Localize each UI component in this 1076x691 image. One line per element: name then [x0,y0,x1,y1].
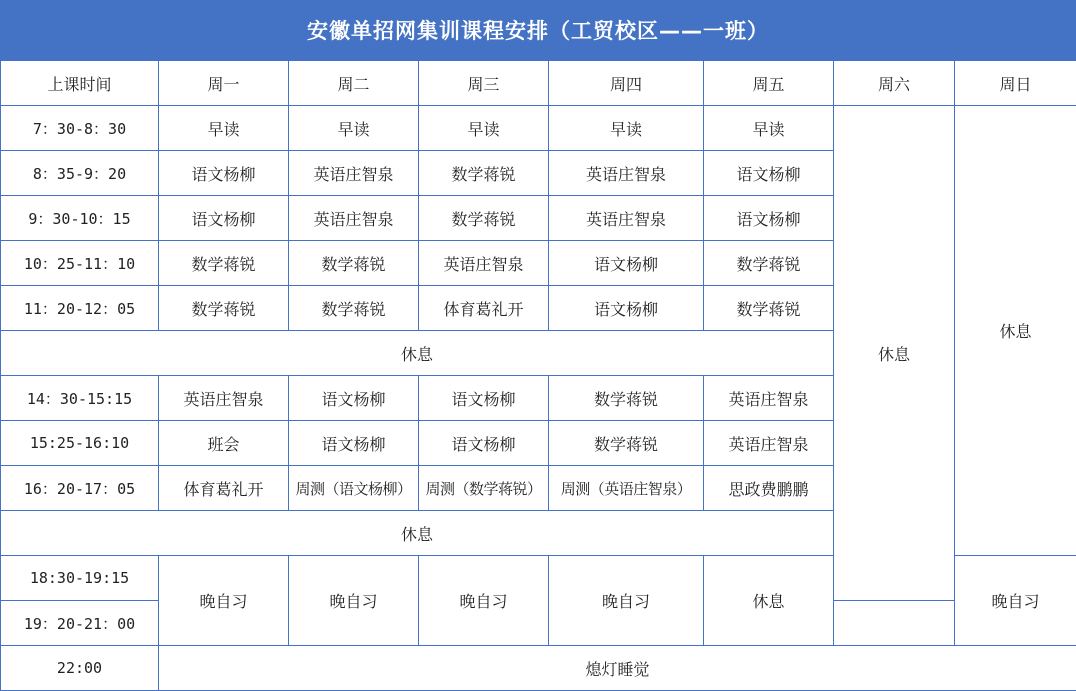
class-cell: 早读 [704,106,834,151]
class-cell: 语文杨柳 [289,421,419,466]
header-time: 上课时间 [1,61,159,106]
class-cell: 数学蒋锐 [419,151,549,196]
lights-out-row [1,646,1076,691]
header-row [1,61,1076,106]
class-cell: 英语庄智泉 [419,241,549,286]
header-mon: 周一 [159,61,289,106]
class-cell: 早读 [549,106,704,151]
time-cell: 8：35-9：20 [1,151,159,196]
class-cell: 数学蒋锐 [704,286,834,331]
time-cell: 7：30-8：30 [1,106,159,151]
class-cell: 早读 [419,106,549,151]
saturday-rest-cell: 休息 [834,106,955,601]
class-cell: 数学蒋锐 [704,241,834,286]
class-cell: 早读 [159,106,289,151]
page-title: 安徽单招网集训课程安排（工贸校区——一班） [307,19,769,43]
time-cell: 11：20-12：05 [1,286,159,331]
class-cell: 早读 [289,106,419,151]
class-cell: 英语庄智泉 [704,421,834,466]
class-cell: 体育葛礼开 [159,466,289,511]
class-cell: 语文杨柳 [159,151,289,196]
header-sun: 周日 [955,61,1076,106]
class-cell: 语文杨柳 [289,376,419,421]
lights-out-cell: 熄灯睡觉 [159,646,1076,691]
class-cell: 英语庄智泉 [289,196,419,241]
class-cell: 语文杨柳 [419,421,549,466]
class-cell: 数学蒋锐 [159,286,289,331]
class-cell: 周测（英语庄智泉） [549,466,704,511]
class-cell: 数学蒋锐 [419,196,549,241]
class-cell: 语文杨柳 [549,241,704,286]
sunday-rest-cell: 休息 [955,106,1076,556]
header-thu: 周四 [549,61,704,106]
table-row [1,106,1076,151]
evening-rest-cell: 休息 [1,511,834,556]
evening-rest-friday-cell: 休息 [704,556,834,646]
class-cell: 英语庄智泉 [289,151,419,196]
class-cell: 体育葛礼开 [419,286,549,331]
evening-study-sunday-cell: 晚自习 [955,556,1076,646]
class-cell: 思政费鹏鹏 [704,466,834,511]
class-cell: 班会 [159,421,289,466]
class-cell: 数学蒋锐 [549,421,704,466]
time-cell: 19：20-21：00 [1,601,159,646]
class-cell: 数学蒋锐 [289,286,419,331]
class-cell: 英语庄智泉 [549,196,704,241]
class-cell: 周测（语文杨柳） [289,466,419,511]
header-wed: 周三 [419,61,549,106]
evening-study-cell: 晚自习 [549,556,704,646]
midday-rest-cell: 休息 [1,331,834,376]
time-cell: 16：20-17：05 [1,466,159,511]
header-tue: 周二 [289,61,419,106]
class-cell: 周测（数学蒋锐） [419,466,549,511]
class-cell: 英语庄智泉 [159,376,289,421]
evening-study-cell: 晚自习 [159,556,289,646]
time-cell: 14：30-15:15 [1,376,159,421]
class-cell: 语文杨柳 [159,196,289,241]
class-cell: 英语庄智泉 [704,376,834,421]
time-cell: 18:30-19:15 [1,556,159,601]
class-cell: 英语庄智泉 [549,151,704,196]
title-bar [0,0,1076,60]
class-cell: 数学蒋锐 [159,241,289,286]
header-sat: 周六 [834,61,955,106]
evening-study-cell: 晚自习 [419,556,549,646]
time-cell: 22:00 [1,646,159,691]
header-fri: 周五 [704,61,834,106]
time-cell: 10：25-11：10 [1,241,159,286]
class-cell: 语文杨柳 [419,376,549,421]
class-cell: 语文杨柳 [704,196,834,241]
class-cell: 数学蒋锐 [549,376,704,421]
class-cell: 语文杨柳 [704,151,834,196]
class-cell: 语文杨柳 [549,286,704,331]
evening-study-cell: 晚自习 [289,556,419,646]
time-cell: 9：30-10：15 [1,196,159,241]
schedule-table [0,60,1076,691]
class-cell: 数学蒋锐 [289,241,419,286]
time-cell: 15:25-16:10 [1,421,159,466]
